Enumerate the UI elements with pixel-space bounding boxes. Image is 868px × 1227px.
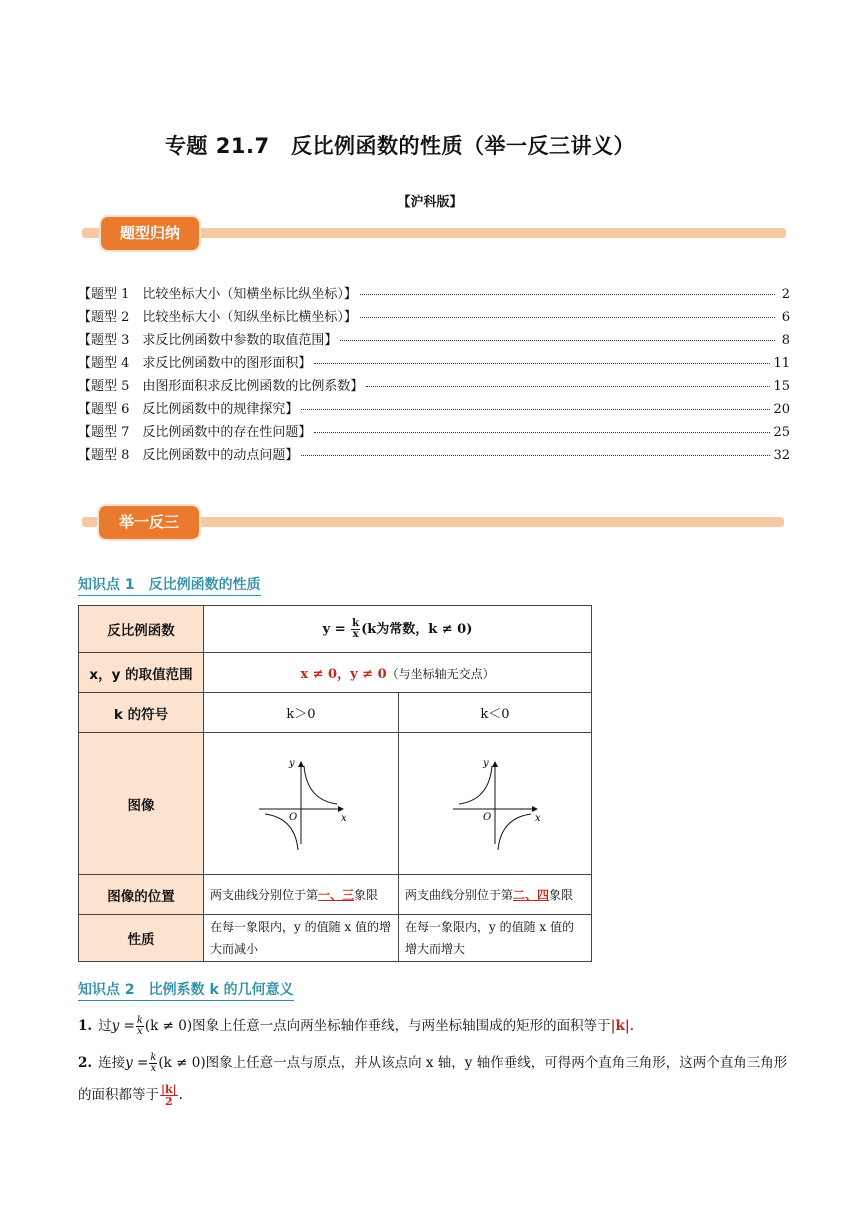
section-badge-practice: 举一反三 xyxy=(99,506,199,539)
toc-item-page: 32 xyxy=(773,448,790,463)
toc-item-label: 【题型 4 求反比例函数中的图形面积】 xyxy=(78,356,312,371)
toc-item[interactable] xyxy=(78,444,790,467)
property-neg: 在每一象限内，y 的值随 x 值的增大而增大 xyxy=(399,915,592,962)
p1-text: 图象上任意一点向两坐标轴作垂线，与两坐标轴围成的矩形的面积等于 xyxy=(192,1018,611,1034)
toc-item-page: 25 xyxy=(773,425,790,440)
kp2-paragraph-2 xyxy=(78,1047,790,1111)
toc-item-page: 6 xyxy=(781,310,790,325)
p2-answer-den: 2 xyxy=(164,1095,173,1108)
toc-item[interactable] xyxy=(78,329,790,352)
position-head: 图像的位置 xyxy=(79,875,204,915)
p1-num: k xyxy=(136,1015,143,1026)
property-head: 性质 xyxy=(79,915,204,962)
p2-func: y = xyxy=(125,1055,149,1071)
p1-fraction xyxy=(136,1016,144,1037)
graph-y-label: y xyxy=(289,757,295,769)
func-head: 反比例函数 xyxy=(79,606,204,653)
toc-item-page: 15 xyxy=(773,379,790,394)
toc-leader-dots xyxy=(301,455,770,456)
p2-cond: (k ≠ 0) xyxy=(158,1055,206,1071)
branch-q2 xyxy=(459,766,492,804)
range-y: y ≠ 0 xyxy=(350,667,387,682)
p2-fraction xyxy=(149,1053,157,1074)
p2-pre: 连接 xyxy=(98,1055,126,1071)
position-pos xyxy=(204,875,399,915)
kp2-title: 知识点 2 比例系数 k 的几何意义 xyxy=(78,979,294,1001)
p1-end: . xyxy=(629,1018,635,1034)
range-head: x，y 的取值范围 xyxy=(79,653,204,693)
pos-pos-post: 象限 xyxy=(354,888,379,902)
sign-pos: k＞0 xyxy=(204,693,399,733)
range-value xyxy=(204,653,592,693)
toc-leader-dots xyxy=(366,386,770,387)
properties-table xyxy=(78,605,592,962)
toc-item[interactable] xyxy=(78,352,790,375)
section-badge-types: 题型归纳 xyxy=(101,217,199,250)
graph-y-label: y xyxy=(483,757,489,769)
pos-pos-pre: 两支曲线分别位于第 xyxy=(210,888,319,902)
p1-func: y = xyxy=(111,1018,135,1034)
func-cond: (k为常数，k ≠ 0) xyxy=(361,622,473,637)
toc-item-label: 【题型 3 求反比例函数中参数的取值范围】 xyxy=(78,333,338,348)
pos-neg-post: 象限 xyxy=(549,888,574,902)
toc-item[interactable] xyxy=(78,283,790,306)
range-x: x ≠ 0， xyxy=(300,667,351,682)
toc-item[interactable] xyxy=(78,306,790,329)
toc-item[interactable] xyxy=(78,375,790,398)
toc-leader-dots xyxy=(360,317,775,318)
p1-number: 1. xyxy=(78,1018,93,1034)
p1-answer: |k| xyxy=(610,1018,630,1034)
toc-item[interactable] xyxy=(78,421,790,444)
kp1-title: 知识点 1 反比例函数的性质 xyxy=(78,574,261,596)
edition-label: 【沪科版】 xyxy=(397,195,463,210)
func-num: k xyxy=(352,618,360,629)
toc-leader-dots xyxy=(314,432,770,433)
p2-answer-num: |k| xyxy=(161,1083,177,1096)
p2-number: 2. xyxy=(78,1055,93,1071)
pos-neg-quadrants: 二、四 xyxy=(513,888,550,902)
pos-neg-pre: 两支曲线分别位于第 xyxy=(405,888,514,902)
toc-item-page: 11 xyxy=(773,356,790,371)
func-den: x xyxy=(352,629,359,640)
graph-x-label: x xyxy=(535,812,541,824)
page-title: 专题 21.7 反比例函数的性质（举一反三讲义） xyxy=(164,134,636,158)
p2-den: x xyxy=(150,1063,157,1074)
p2-answer xyxy=(160,1084,178,1107)
p1-den: x xyxy=(137,1026,143,1037)
func-y: y = xyxy=(322,622,346,637)
toc-leader-dots xyxy=(314,363,770,364)
sign-neg: k＜0 xyxy=(399,693,592,733)
toc-item[interactable] xyxy=(78,398,790,421)
hyperbola-pos-graph xyxy=(251,754,351,850)
toc-item-label: 【题型 1 比较坐标大小（知横坐标比纵坐标）】 xyxy=(78,287,357,302)
table-of-contents xyxy=(78,283,790,467)
graph-pos-cell xyxy=(204,733,399,875)
p2-end: . xyxy=(178,1087,183,1103)
graph-x-label: x xyxy=(341,812,347,824)
graph-head: 图像 xyxy=(79,733,204,875)
pos-pos-quadrants: 一、三 xyxy=(318,888,355,902)
p1-pre: 过 xyxy=(98,1018,112,1034)
branch-q1 xyxy=(304,766,337,804)
toc-item-label: 【题型 5 由图形面积求反比例函数的比例系数】 xyxy=(78,379,364,394)
graph-neg-cell xyxy=(399,733,592,875)
p2-num: k xyxy=(150,1052,157,1063)
sign-head: k 的符号 xyxy=(79,693,204,733)
graph-origin-label: O xyxy=(483,811,492,823)
p1-cond: (k ≠ 0) xyxy=(144,1018,193,1034)
position-neg xyxy=(399,875,592,915)
kp2-paragraph-1 xyxy=(78,1012,790,1040)
toc-item-page: 20 xyxy=(773,402,790,417)
toc-item-page: 8 xyxy=(781,333,790,348)
toc-leader-dots xyxy=(360,294,775,295)
toc-leader-dots xyxy=(340,340,775,341)
toc-item-label: 【题型 8 反比例函数中的动点问题】 xyxy=(78,448,299,463)
toc-item-label: 【题型 2 比较坐标大小（知纵坐标比横坐标）】 xyxy=(78,310,357,325)
p2-text: 图象上任意一点与原点，并从该点向 x 轴，y 轴作垂线，可得两个直角三角形，这两个直角三角形的面积都等于 xyxy=(78,1055,788,1103)
property-pos: 在每一象限内，y 的值随 x 值的增大而减小 xyxy=(204,915,399,962)
toc-item-label: 【题型 6 反比例函数中的规律探究】 xyxy=(78,402,299,417)
graph-origin-label: O xyxy=(289,811,298,823)
func-formula xyxy=(204,606,592,653)
toc-item-page: 2 xyxy=(781,287,790,302)
hyperbola-neg-graph xyxy=(445,754,545,850)
toc-item-label: 【题型 7 反比例函数中的存在性问题】 xyxy=(78,425,312,440)
branch-q4 xyxy=(498,814,531,850)
func-fraction xyxy=(351,619,360,640)
range-note: （与坐标轴无交点） xyxy=(386,667,495,681)
toc-leader-dots xyxy=(301,409,770,410)
